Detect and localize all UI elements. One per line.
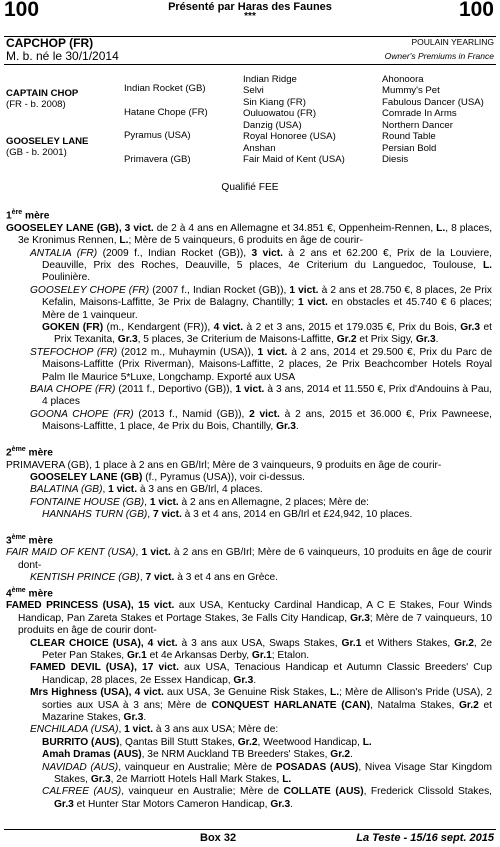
sire-info: (FR - b. 2008): [6, 99, 66, 110]
dam-info: (GB - b. 2001): [6, 147, 67, 158]
gen4-2: Mummy's Pet: [382, 85, 440, 96]
gen4-4: Comrade In Arms: [382, 108, 457, 119]
birth-info: M. b. né le 30/1/2014: [6, 49, 119, 63]
footer: [0, 832, 500, 846]
sire-name: CAPTAIN CHOP: [6, 88, 79, 99]
produce-entry: GOOSELEY CHOPE (FR) (2007 f., Indian Rocket (GB)), 1 vict. à 2 ans et 28.750 €, 8 places, 2e Prix Kefalin, Maisons-Laffitte, 3e Prix de Balagny, Chantilly; 1 vict. en obstacles et 45.740 € 6 places; Mère de 1 vainqueur.: [30, 284, 492, 321]
section-title-dam3: 3ème mère: [6, 533, 53, 546]
footer-divider: [4, 829, 496, 830]
produce-entry: BAIA CHOPE (FR) (2011 f., Deportivo (GB)), 1 vict. à 3 ans, 2014 et 11.550 €, Prix d'Andouins à Pau, 4 places: [30, 384, 492, 408]
produce-entry: FONTAINE HOUSE (GB), 1 vict. à 2 ans en Allemagne, 2 places; Mère de:: [30, 496, 370, 508]
pedigree-table: [0, 74, 500, 180]
produce-entry: Amah Dramas (AUS), 3e NRM Auckland TB Breeders' Stakes, Gr.2.: [42, 749, 353, 761]
gen3-8: Fair Maid of Kent (USA): [243, 154, 345, 165]
sale-venue: La Teste - 15/16 sept. 2015: [356, 832, 494, 844]
section-title-dam4: 4ème mère: [6, 586, 53, 599]
premium-note: Owner's Premiums in France: [384, 51, 494, 61]
gen3-7: Anshan: [243, 143, 276, 154]
box-number: Box 32: [200, 832, 237, 844]
produce-entry: HANNAHS TURN (GB), 7 vict. à 3 et 4 ans, 2014 en GB/Irl et £24,942, 10 places.: [42, 509, 413, 521]
dam1-line: GOOSELEY LANE (GB), 3 vict. de 2 à 4 ans en Allemagne et 34.851 €, Oppenheim-Rennen, L., 8 places, 3e Kronimus Rennen, L.; Mère de 5 vainqueurs, 6 produits en âge de courir-: [6, 222, 493, 247]
produce-entry: ANTALIA (FR) (2009 f., Indian Rocket (GB)), 3 vict. à 2 ans et 62.200 €, Prix de la Louviere, Deauville, Prix des Roches, Deauville, 5 places, 4e Criterium du Languedoc, Toulouse, L. Poulinière.: [30, 247, 492, 284]
produce-entry: ENCHILADA (USA), 1 vict. à 3 ans aux USA; Mère de:: [30, 724, 279, 736]
horse-name: CAPCHOP (FR): [6, 36, 94, 50]
gen3-3: Sin Kiang (FR): [243, 97, 306, 108]
produce-entry: BALATINA (GB), 1 vict. à 3 ans en GB/Irl, 4 places.: [30, 484, 263, 496]
produce-entry: CLEAR CHOICE (USA), 4 vict. à 3 ans aux USA, Swaps Stakes, Gr.1 et Withers Stakes, Gr.2, 2e Peter Pan Stakes, Gr.1 et 4e Arkansas Derby, Gr.1; Etalon.: [30, 637, 493, 661]
produce-entry: CALFREE (AUS), vainqueur en Australie; Mère de COLLATE (AUS), Frederick Clissold Stakes, Gr.3 et Hunter Star Motors Cameron Handicap, Gr.3.: [42, 786, 492, 810]
dam2-line: PRIMAVERA (GB), 1 place à 2 ans en GB/Irl; Mère de 3 vainqueurs, 9 produits en âge de courir-: [6, 459, 442, 471]
dam-name: GOOSELEY LANE: [6, 136, 89, 147]
gen3-5: Danzig (USA): [243, 120, 302, 131]
lot-number-left: 100: [4, 0, 40, 21]
gen3-4: Ouluowatou (FR): [243, 108, 317, 119]
granddam-maternal: Primavera (GB): [124, 154, 191, 165]
gen3-1: Indian Ridge: [243, 74, 297, 85]
produce-entry: Mrs Highness (USA), 4 vict. aux USA, 3e Genuine Risk Stakes, L.; Mère de Allison's Pride (USA), 2 sorties aux USA à 3 ans; Mère de CONQUEST HARLANATE (CAN), Natalma Stakes, Gr.2 et Mazarine Stakes, Gr.3.: [30, 687, 493, 723]
dam3-line: FAIR MAID OF KENT (USA), 1 vict. à 2 ans en GB/Irl; Mère de 6 vainqueurs, 10 produits en âge de courir dont-: [6, 547, 492, 571]
produce-entry: NAVIDAD (AUS), vainqueur en Australie; Mère de POSADAS (AUS), Nivea Visage Star Kingdom Stakes, Gr.3, 2e Marriott Hotels Hall Mark Stakes, L.: [42, 761, 492, 786]
granddam-paternal: Hatane Chope (FR): [124, 107, 208, 118]
produce-entry: BURRITO (AUS), Qantas Bill Stutt Stakes, Gr.2, Weetwood Handicap, L.: [42, 736, 372, 748]
lot-number-right: 100: [458, 0, 494, 21]
produce-entry: FAMED DEVIL (USA), 17 vict. aux USA, Tenacious Handicap et Autumn Classic Breeders' Cup Handicap, 28 places, 2e Essex Handicap, Gr.3.: [30, 662, 492, 686]
produce-entry: GOOSELEY LANE (GB) (f., Pyramus (USA)), voir ci-dessus.: [30, 471, 305, 483]
section-title-dam1: 1ère mère: [6, 209, 50, 222]
produce-entry: GOONA CHOPE (FR) (2013 f., Namid (GB)), 2 vict. à 2 ans, 2015 et 36.000 €, Prix Pawneese, Maisons-Laffitte, 1 place, 4e Prix du Bois, Chantilly, Gr.3.: [30, 408, 492, 433]
grandsire-paternal: Indian Rocket (GB): [124, 83, 206, 94]
gen4-3: Fabulous Dancer (USA): [382, 97, 484, 108]
gen4-5: Northern Dancer: [382, 120, 453, 131]
dam4-line: FAMED PRINCESS (USA), 15 vict. aux USA, Kentucky Cardinal Handicap, A C E Stakes, Four Winds Handicap, Pan Zareta Stakes et Portage Stakes, 3e Falls City Handicap, Gr.3; Mère de 7 vainqueurs, 10 produits en âge de courir dont-: [6, 600, 492, 637]
produce-entry: KENTISH PRINCE (GB), 7 vict. à 3 et 4 ans en Grèce.: [30, 572, 279, 584]
gen4-6: Round Table: [382, 131, 436, 142]
qualification: Qualifié FEE: [221, 182, 279, 193]
sex-label: POULAIN YEARLING: [411, 37, 494, 47]
grandsire-maternal: Pyramus (USA): [124, 130, 191, 141]
section-title-dam2: 2ème mère: [6, 445, 53, 459]
gen4-1: Ahonoora: [382, 74, 424, 85]
gen4-8: Diesis: [382, 154, 409, 165]
produce-entry: STEFOCHOP (FR) (2012 m., Muhaymin (USA)), 1 vict. à 2 ans, 2014 et 29.500 €, Prix du Parc de Maisons-Laffitte (Prix Riverman), Maisons-Laffitte, 2 places, 2e Prix Beachcomber Hotels Royal Palm Ile Maurice 5*Luxe, Longchamp. Exporté aux USA: [30, 346, 492, 383]
presented-by: Présenté par Haras des Faunes: [168, 1, 332, 13]
stars-rating: ***: [244, 11, 256, 22]
gen3-6: Royal Honoree (USA): [243, 131, 336, 142]
pedigree-divider: [4, 64, 496, 65]
produce-record: [6, 207, 492, 811]
gen4-7: Persian Bold: [382, 143, 437, 154]
catalogue-header: [0, 0, 500, 40]
gen3-2: Selvi: [243, 85, 264, 96]
produce-entry: GOKEN (FR) (m., Kendargent (FR)), 4 vict. à 2 et 3 ans, 2015 et 179.035 €, Prix du Bois, Gr.3 et Prix Texanita, Gr.3, 5 places, 3e Criterium de Maisons-Laffitte, Gr.2 et Prix Sigy, Gr.3.: [42, 322, 492, 346]
